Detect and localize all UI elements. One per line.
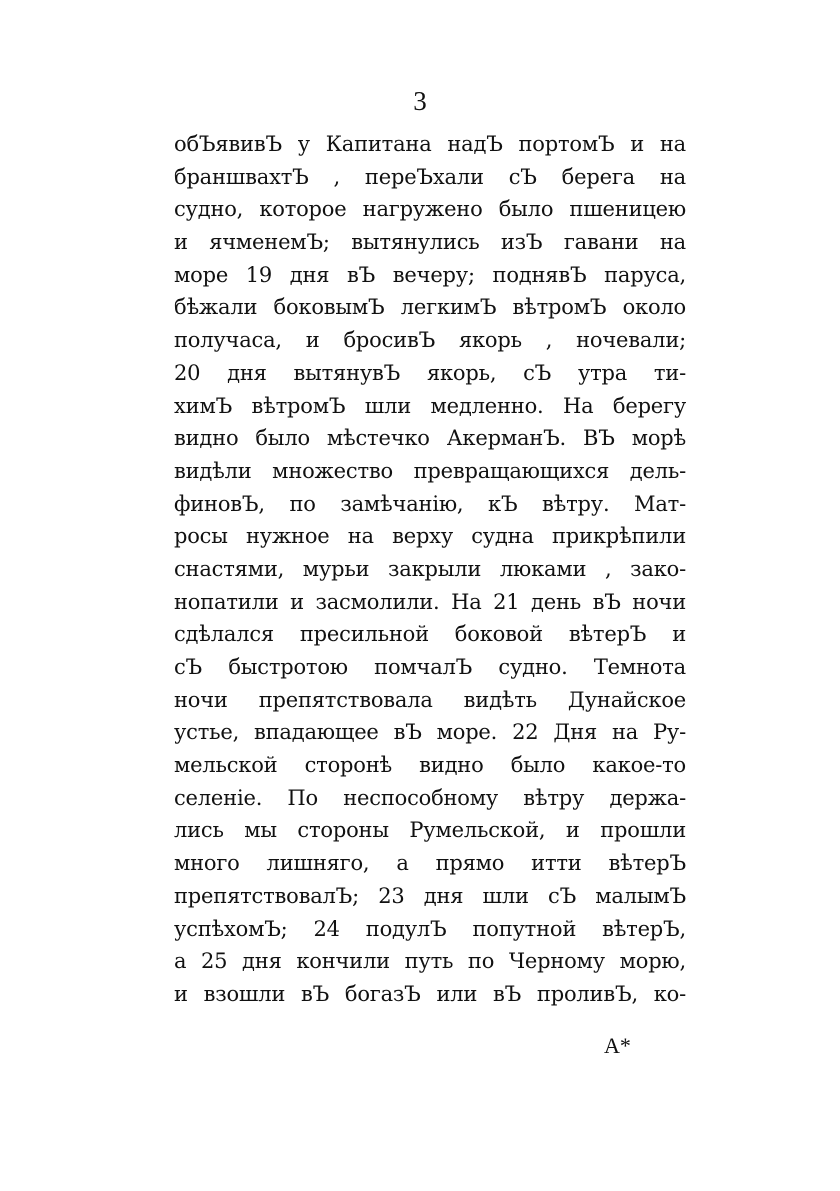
text-line: химЪ вѣтромЪ шли медленно. На берегу [174,393,686,418]
text-line: видно было мѣстечко АкерманЪ. ВЪ морѣ [174,426,686,451]
text-line: а 25 дня кончили путь по Черному морю, [174,949,686,974]
text-line: браншвахтЪ , переЪхали сЪ берега на [174,164,686,189]
text-line: и ячменемЪ; вытянулись изЪ гавани на [174,230,686,255]
page-number: 3 [413,86,427,116]
text-line: море 19 дня вЪ вечеру; поднявЪ паруса, [174,262,686,287]
text-line: нопатили и засмолили. На 21 день вЪ ночи [174,589,686,614]
text-line: финовЪ, по замѣчанію, кЪ вѣтру. Мат- [174,491,686,516]
text-line: селеніе. По неспособному вѣтру держа- [174,785,686,810]
text-line: сдѣлался пресильной боковой вѣтерЪ и [174,622,686,647]
signature-mark: A* [604,1033,631,1058]
text-line: получаса, и бросивЪ якорь , ночевали; [174,328,686,353]
text-line: обЪявивЪ у Капитана надЪ портомЪ и на [174,132,686,156]
text-line: устье, впадающее вЪ море. 22 Дня на Ру- [174,720,686,745]
text-line: сЪ быстротою помчалЪ судно. Темнота [174,655,686,679]
text-line: успѣхомЪ; 24 подулЪ попутной вѣтерЪ, [174,916,686,941]
text-line: лись мы стороны Румельской, и прошли [174,818,686,843]
text-line: бѣжали боковымЪ легкимЪ вѣтромЪ около [174,295,686,320]
text-line: ночи препятствовала видѣть Дунайское [174,687,686,712]
text-line: и взошли вЪ богазЪ или вЪ проливЪ, ко- [174,981,686,1006]
text-line: препятствовалЪ; 23 дня шли сЪ малымЪ [174,883,686,908]
text-line: росы нужное на верху судна прикрѣпили [174,524,686,549]
text-line: много лишняго, а прямо итти вѣтерЪ [174,851,686,876]
text-line: судно, которое нагружено было пшеницею [174,197,686,222]
text-line: мельской сторонѣ видно было какое-то [174,753,686,778]
text-line: снастями, мурьи закрыли люками , зако- [174,556,686,581]
text-line: видѣли множество превращающихся дель- [174,458,686,483]
text-line: 20 дня вытянувЪ якорь, сЪ утра ти- [174,360,686,385]
body-text [174,128,686,1011]
